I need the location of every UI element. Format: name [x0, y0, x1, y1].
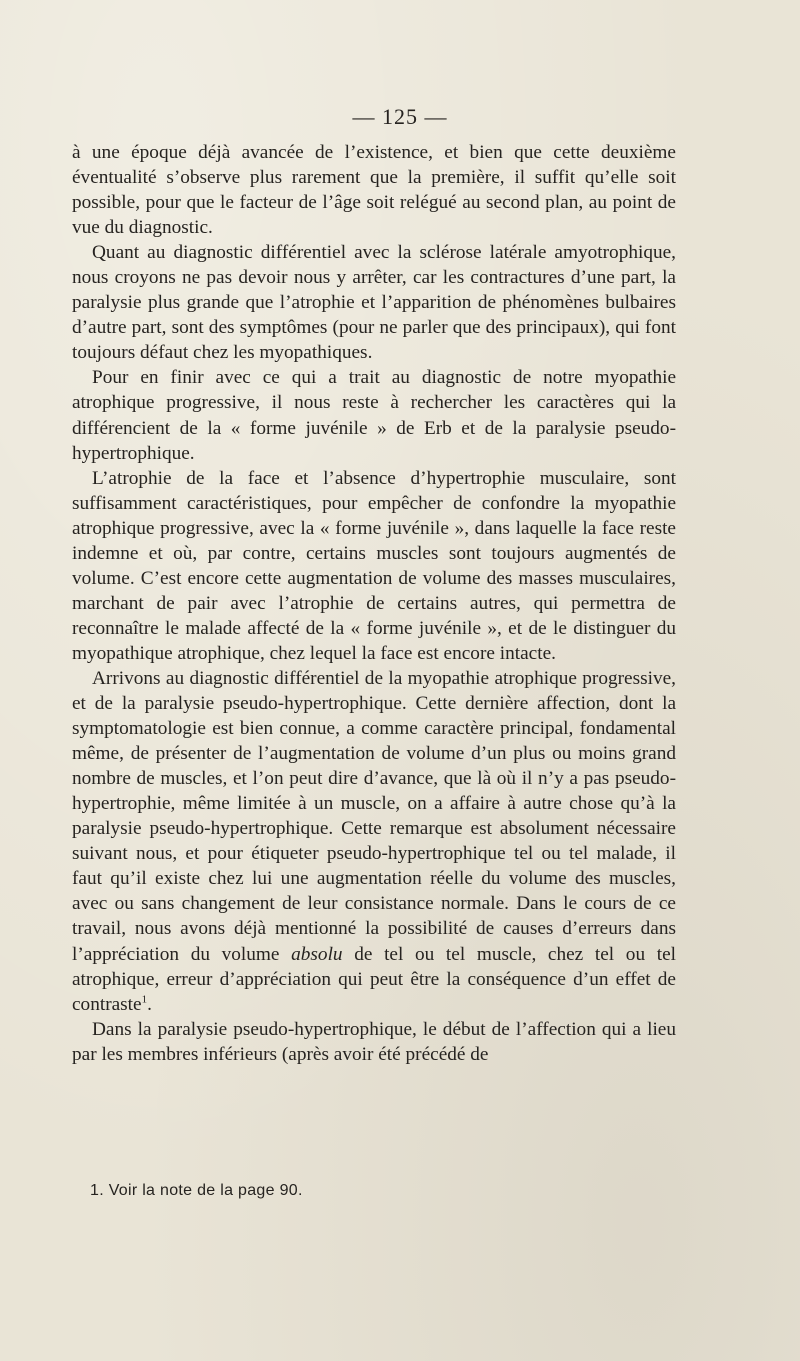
paragraph-6: Dans la paralysie pseudo-hypertrophique, le début de l’affection qui a lieu par les membres inférieurs (après avoir été précédé de [72, 1018, 676, 1065]
page-number: — 125 — [352, 104, 448, 129]
paragraph-5-end: . [147, 993, 152, 1015]
footnote-reference[interactable]: 1 [141, 993, 148, 1006]
italic-term: absolu [291, 943, 343, 965]
footnote: 1. Voir la note de la page 90. [90, 1182, 303, 1199]
paragraph-3: Pour en finir avec ce qui a trait au diagnostic de notre myopathie atrophique progressive, il nous reste à rechercher les caractères qui la différencient de la « forme juvénile » de Erb et de la paralysie pseudo-hypertrophique. [72, 367, 676, 464]
paragraph-5 [72, 666, 676, 1017]
paragraph-1: à une époque déjà avancée de l’existence, et bien que cette deuxième éventualité s’observe plus rarement que la première, il suffit qu’elle soit possible, pour que le facteur de l’âge soit relégué au second plan, au point de vue du diagnostic. [72, 142, 676, 239]
body-text [72, 140, 676, 1067]
paragraph-5-tail: de tel ou tel muscle, chez tel ou tel atrophique, erreur d’appréciation qui peut être la conséquence d’un effet de contraste [72, 943, 676, 1015]
paragraph-4: L’atrophie de la face et l’absence d’hypertrophie musculaire, sont suffisamment caractéristiques, pour empêcher de confondre la myopathie atrophique progressive, avec la « forme juvénile », dans laquelle la face reste indemne et où, par contre, certains muscles sont toujours augmentés de volume. C’est encore cette augmentation de volume des masses musculaires, marchant de pair avec l’atrophie de certains autres, qui permettra de reconnaître le malade affecté de la « forme juvénile », et de le distinguer du myopathique atrophique, chez lequel la face est encore intacte. [72, 467, 676, 664]
paragraph-2: Quant au diagnostic différentiel avec la sclérose latérale amyotrophique, nous croyons ne pas devoir nous y arrêter, car les contractures d’une part, la paralysie plus grande que l’atrophie et l’apparition de phénomènes bulbaires d’autre part, sont des symptômes (pour ne parler que des principaux), qui font toujours défaut chez les myopathiques. [72, 242, 676, 364]
paragraph-5-text: Arrivons au diagnostic différentiel de la myopathie atrophique progressive, et de la paralysie pseudo-hypertrophique. Cette dernière affection, dont la symptomatologie est bien connue, a comme caractère principal, fondamental même, de présenter de l’augmentation de volume d’un plus ou moins grand nombre de muscles, et l’on peut dire d’avance, que là où il n’y a pas pseudo-hypertrophie, même limitée à un muscle, on a affaire à autre chose qu’à la paralysie pseudo-hypertrophique. Cette remarque est absolument nécessaire suivant nous, et pour étiqueter pseudo-hypertrophique tel ou tel malade, il faut qu’il existe chez lui une augmentation réelle du volume des muscles, avec ou sans changement de leur consistance normale. Dans le cours de ce travail, nous avons déjà mentionné la possibilité de causes d’erreurs dans l’appréciation du volume [72, 667, 676, 965]
